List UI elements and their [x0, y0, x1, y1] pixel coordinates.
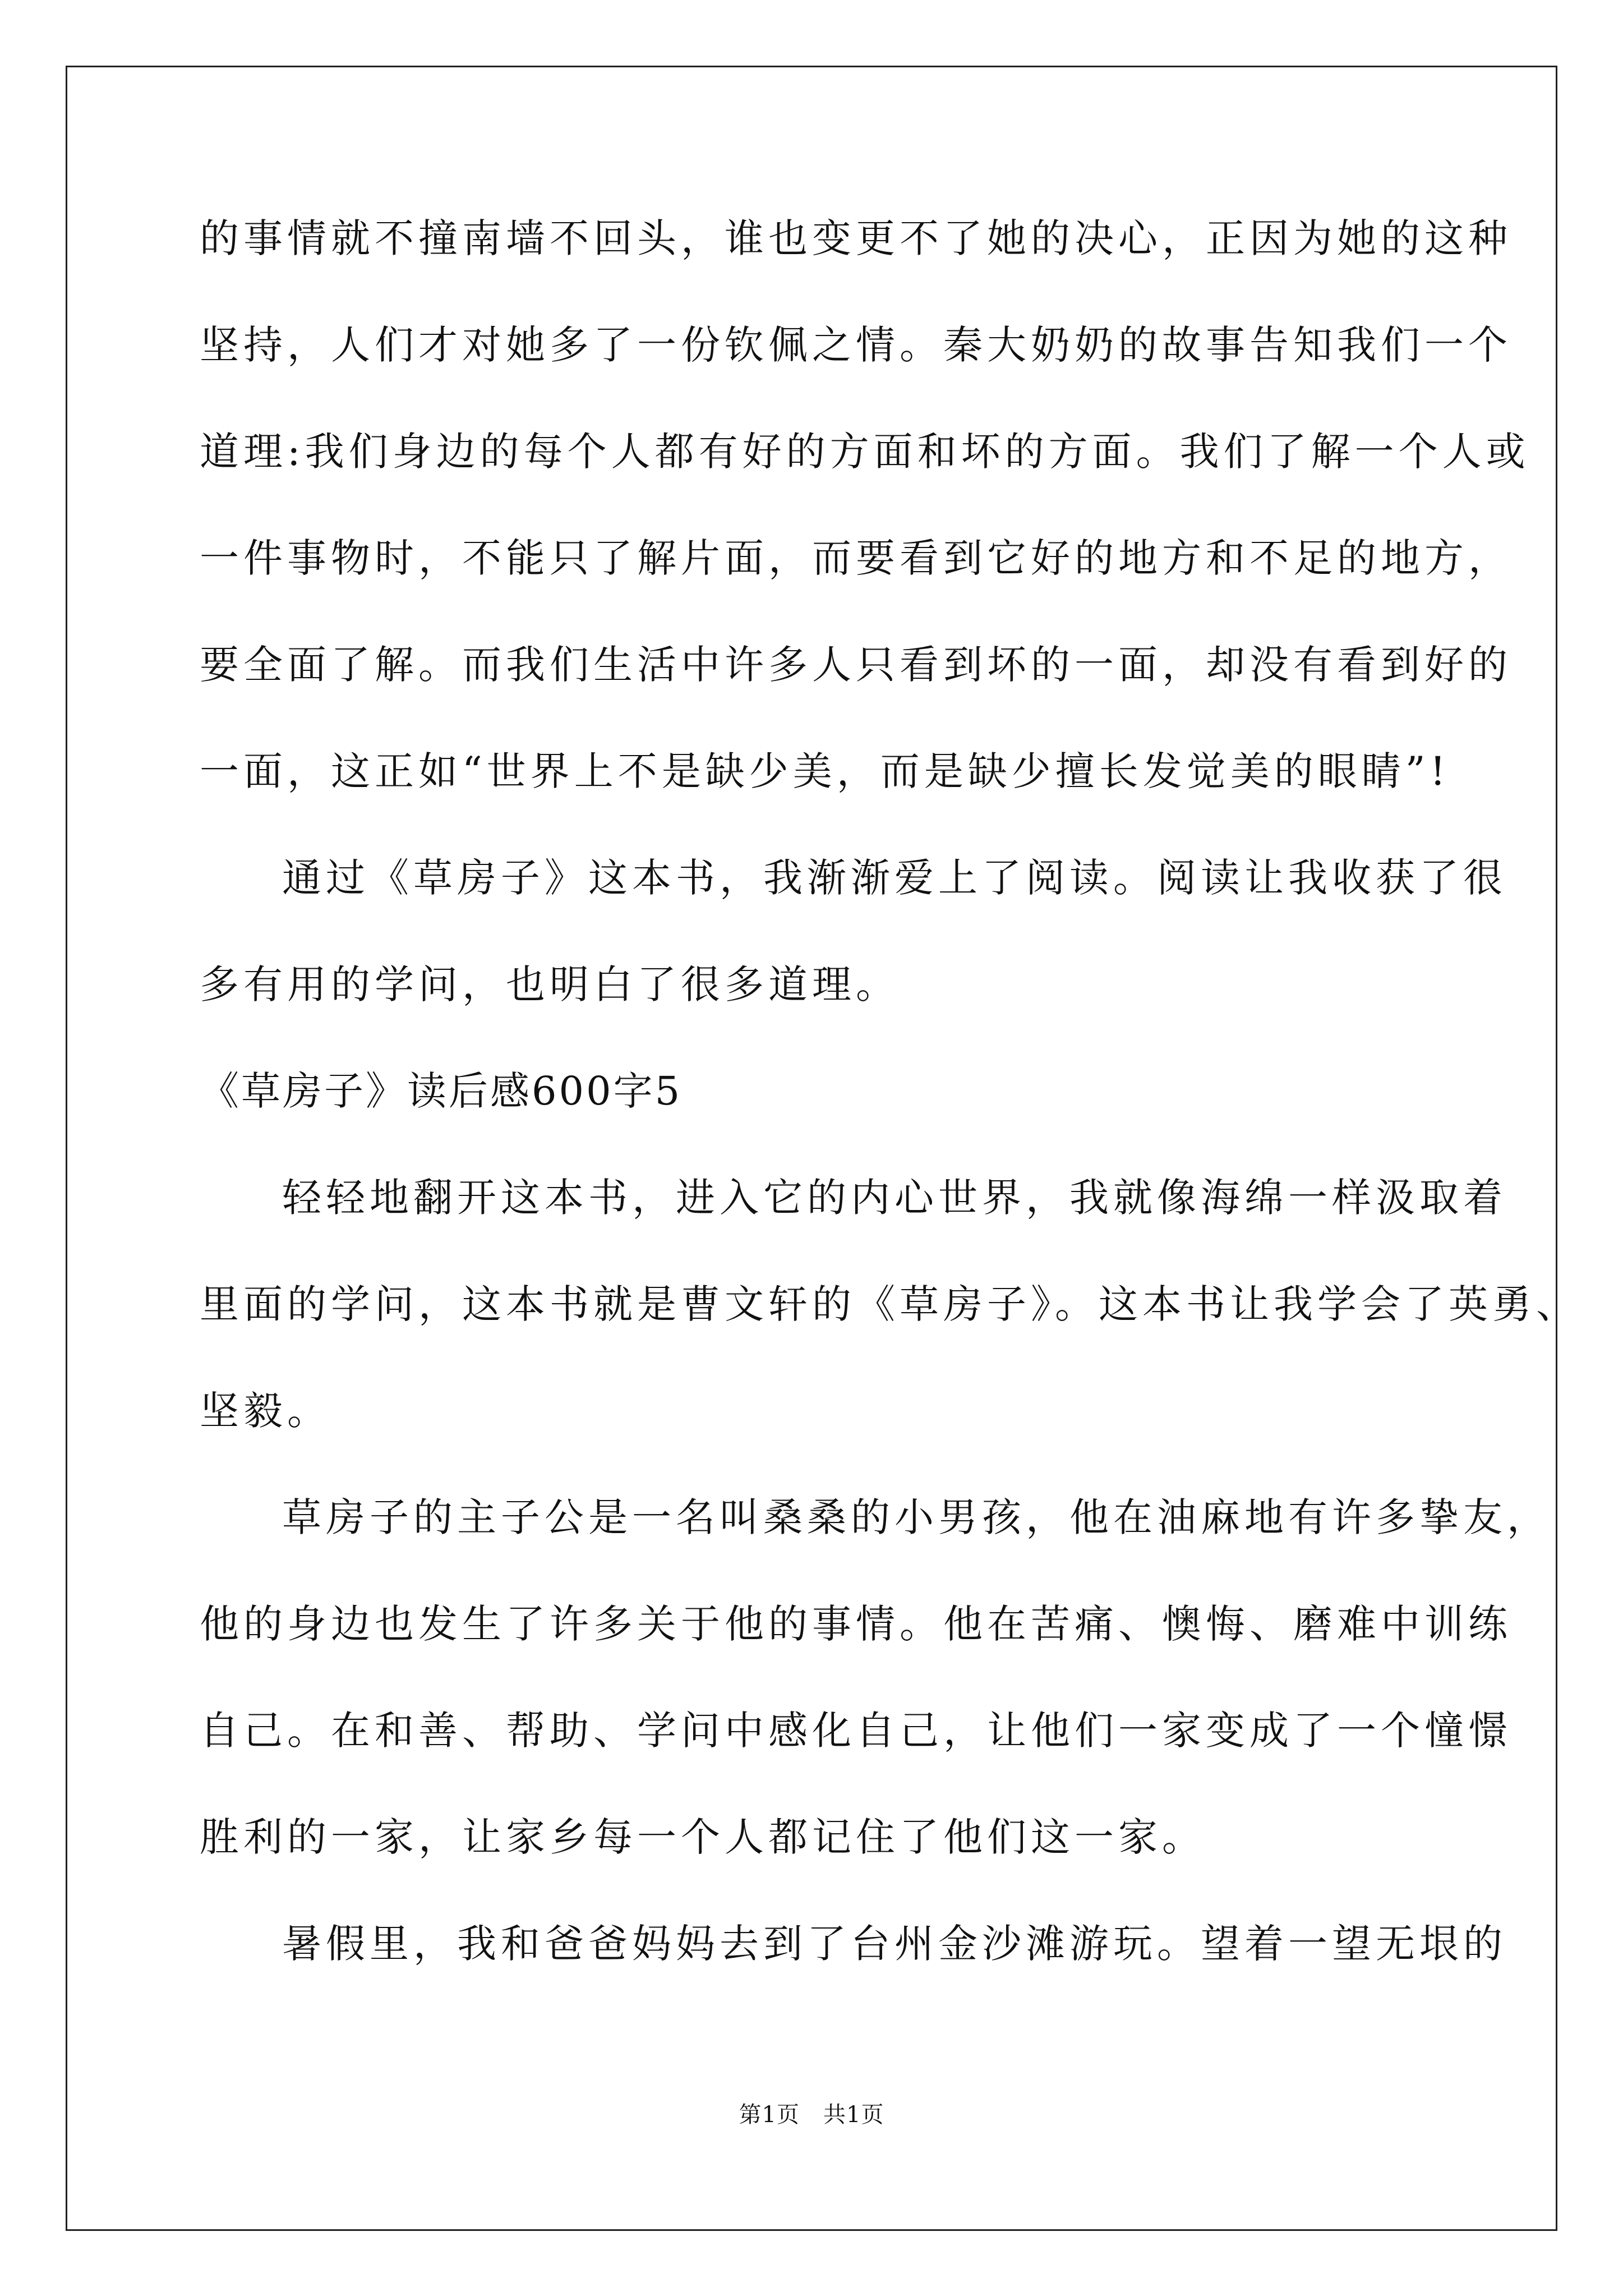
body-line: 胜利的一家，让家乡每一个人都记住了他们这一家。 — [200, 1814, 1206, 1860]
page-number-total: 共1页 — [823, 2102, 884, 2128]
section-title: 《草房子》读后感600字5 — [200, 1068, 683, 1114]
body-line: 的事情就不撞南墙不回头，谁也变更不了她的决心，正因为她的这种 — [200, 215, 1512, 261]
page-number-current: 第1页 — [739, 2102, 800, 2128]
body-line: 道理:我们身边的每个人都有好的方面和坏的方面。我们了解一个人或 — [200, 429, 1530, 475]
paragraph-start-line: 草房子的主子公是一名叫桑桑的小男孩，他在油麻地有许多挚友， — [282, 1494, 1551, 1540]
paragraph-start-line: 轻轻地翻开这本书，进入它的内心世界，我就像海绵一样汲取着 — [282, 1175, 1507, 1221]
body-line: 他的身边也发生了许多关于他的事情。他在苦痛、懊悔、磨难中训练 — [200, 1601, 1512, 1647]
body-line: 一面，这正如“世界上不是缺少美，而是缺少擅长发觉美的眼睛”! — [200, 748, 1450, 794]
page-footer — [0, 2104, 1623, 2126]
paragraph-start-line: 通过《草房子》这本书，我渐渐爱上了阅读。阅读让我收获了很 — [282, 855, 1507, 901]
body-line: 自己。在和善、帮助、学问中感化自己，让他们一家变成了一个憧憬 — [200, 1708, 1512, 1754]
body-line: 一件事物时，不能只了解片面，而要看到它好的地方和不足的地方， — [200, 535, 1512, 581]
body-line: 坚毅。 — [200, 1388, 331, 1434]
body-line: 多有用的学问，也明白了很多道理。 — [200, 961, 900, 1007]
paragraph-start-line: 暑假里，我和爸爸妈妈去到了台州金沙滩游玩。望着一望无垠的 — [282, 1921, 1507, 1967]
body-line: 要全面了解。而我们生活中许多人只看到坏的一面，却没有看到好的 — [200, 642, 1512, 688]
body-line: 里面的学问，这本书就是曹文轩的《草房子》。这本书让我学会了英勇、 — [200, 1281, 1580, 1327]
document-body — [200, 215, 1580, 2031]
body-line: 坚持，人们才对她多了一份钦佩之情。秦大奶奶的故事告知我们一个 — [200, 322, 1512, 368]
